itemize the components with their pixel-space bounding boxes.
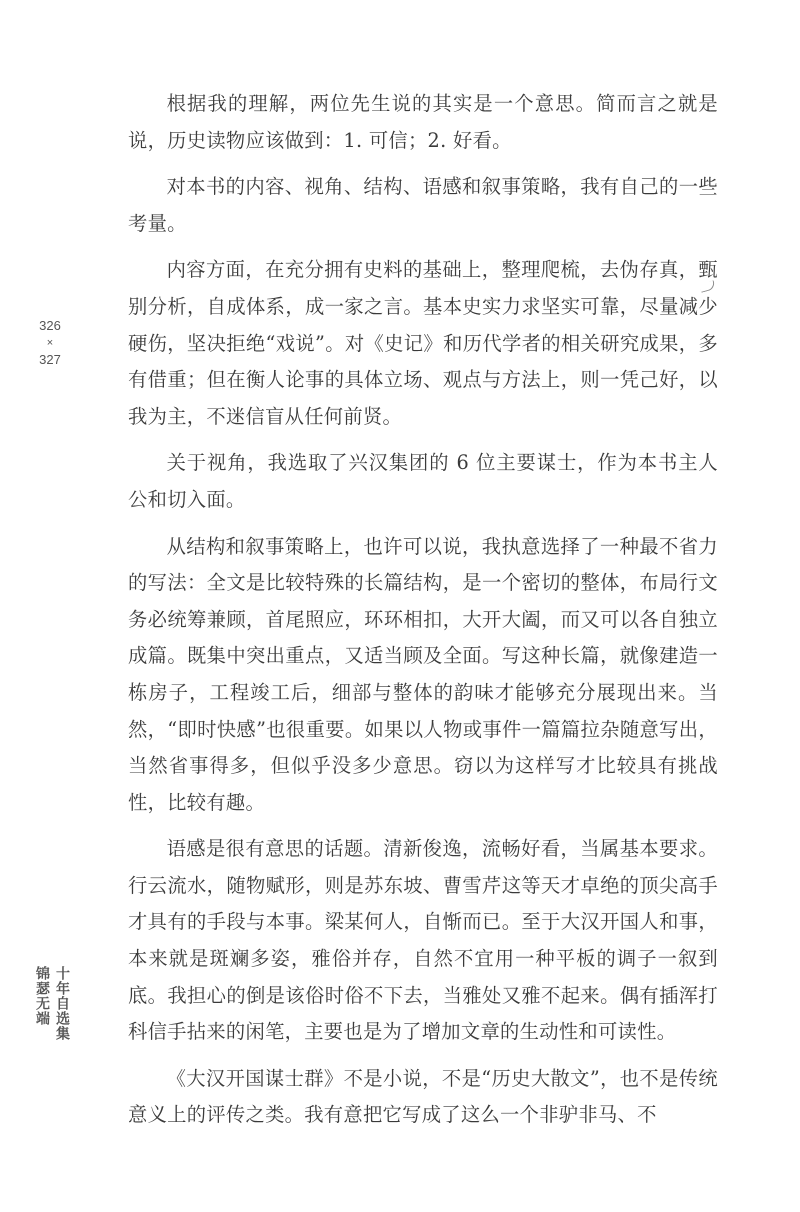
paragraph: 根据我的理解，两位先生说的其实是一个意思。简而言之就是说，历史读物应该做到：1. 可信；2. 好看。 [128,92,718,152]
page-number-right: 327 [39,352,61,367]
running-title [32,940,72,1080]
page-number-separator: × [46,337,54,349]
paragraph: 对本书的内容、视角、结构、语感和叙事策略，我有自己的一些考量。 [128,175,718,235]
paragraph: 内容方面，在充分拥有史料的基础上，整理爬梳，去伪存真，甄别分析，自成体系，成一家之言。基本史实力求坚实可靠，尽量减少硬伤，坚决拒绝“戏说”。对《史记》和历代学者的相关研究成果，多有借重；但在衡人论事的具体立场、观点与方法上，则一凭己好，以我为主，不迷信盲从任何前贤。 [128,258,718,428]
page-numbers [28,316,72,370]
body-text [128,86,718,1144]
paragraph: 语感是很有意思的话题。清新俊逸，流畅好看，当属基本要求。行云流水，随物赋形，则是苏东坡、曹雪芹这等天才卓绝的顶尖高手才具有的手段与本事。梁某何人，自惭而已。至于大汉开国人和事，本来就是斑斓多姿，雅俗并存，自然不宜用一种平板的调子一叙到底。我担心的倒是该俗时俗不下去，当雅处又雅不起来。偶有插浑打科信手拈来的闲笔，主要也是为了增加文章的生动性和可读性。 [128,837,718,1044]
running-title-series: 锦瑟无端 [34,966,50,1026]
page-number-left: 326 [39,318,61,333]
paragraph: 关于视角，我选取了兴汉集团的 6 位主要谋士，作为本书主人公和切入面。 [128,451,718,511]
running-title-book: 十年自选集 [54,966,70,1041]
paragraph: 从结构和叙事策略上，也许可以说，我执意选择了一种最不省力的写法：全文是比较特殊的长篇结构，是一个密切的整体，布局行文务必统筹兼顾，首尾照应，环环相扣，大开大阖，而又可以各自独立成篇。既集中突出重点，又适当顾及全面。写这种长篇，就像建造一栋房子，工程竣工后，细部与整体的韵味才能够充分展现出来。当然，“即时快感”也很重要。如果以人物或事件一篇篇拉杂随意写出，当然省事得多，但似乎没多少意思。窃以为这样写才比较具有挑战性，比较有趣。 [128,534,718,814]
paragraph: 《大汉开国谋士群》不是小说，不是“历史大散文”，也不是传统意义上的评传之类。我有意把它写成了这么一个非驴非马、不 [128,1066,718,1127]
